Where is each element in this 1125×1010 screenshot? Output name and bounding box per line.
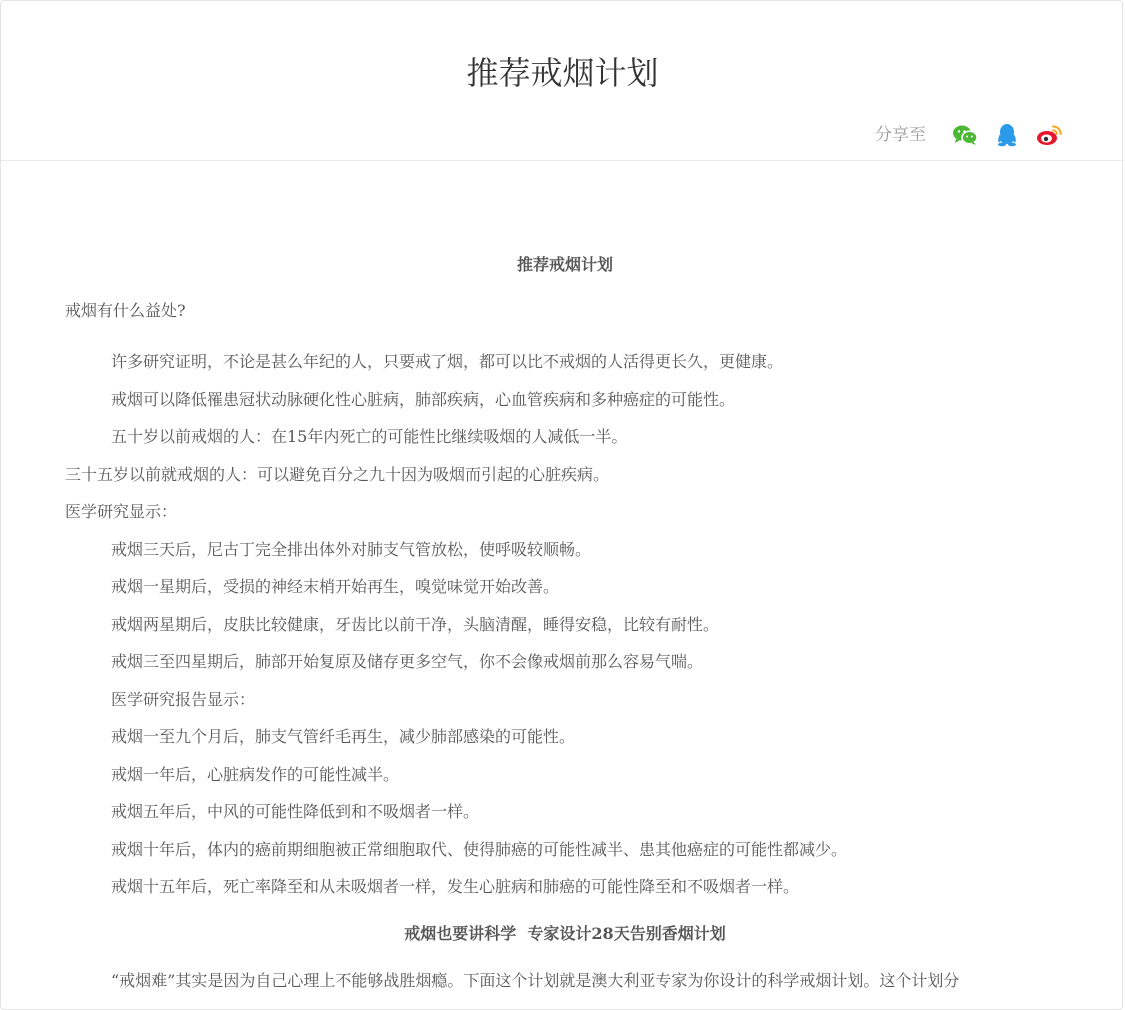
article-header [1, 1, 1124, 161]
research-item: 戒烟一星期后，受损的神经末梢开始再生，嗅觉味觉开始改善。 [111, 577, 560, 596]
section-heading: 戒烟也要讲科学 专家设计28天告别香烟计划 [404, 923, 726, 943]
share-bar [875, 122, 1064, 148]
age-note: 三十五岁以前就戒烟的人：可以避免百分之九十因为吸烟而引起的心脏疾病。 [65, 464, 610, 484]
wechat-icon[interactable] [950, 122, 980, 148]
benefit-paragraph: 许多研究证明，不论是甚么年纪的人，只要戒了烟，都可以比不戒烟的人活得更长久，更健康。 [111, 352, 784, 371]
research-item: 戒烟五年后，中风的可能性降低到和不吸烟者一样。 [111, 802, 480, 821]
research-report-heading: 医学研究报告显示： [111, 689, 256, 709]
research-heading: 医学研究显示： [65, 502, 178, 521]
section-lead: “戒烟难”其实是因为自己心理上不能够战胜烟瘾。下面这个计划就是澳大利亚专家为你设计的科学戒烟计划。这个计划分 [111, 970, 960, 990]
benefit-question: 戒烟有什么益处? [65, 301, 186, 320]
article-heading: 推荐戒烟计划 [516, 255, 613, 274]
research-item: 戒烟两星期后，皮肤比较健康，牙齿比以前干净，头脑清醒，睡得安稳，比较有耐性。 [111, 614, 720, 634]
research-item: 戒烟十五年后，死亡率降至和从未吸烟者一样，发生心脏病和肺癌的可能性降至和不吸烟者一样。 [111, 877, 800, 896]
page-title: 推荐戒烟计划 [466, 54, 659, 92]
research-item: 戒烟三至四星期后，肺部开始复原及储存更多空气，你不会像戒烟前那么容易气喘。 [111, 652, 704, 671]
research-item: 戒烟一年后，心脏病发作的可能性减半。 [111, 764, 400, 784]
qq-icon[interactable] [992, 122, 1022, 148]
research-item: 戒烟三天后，尼古丁完全排出体外对肺支气管放松，使呼吸较顺畅。 [111, 539, 592, 559]
article-body [65, 245, 1065, 999]
benefit-paragraph: 五十岁以前戒烟的人：在15年内死亡的可能性比继续吸烟的人减低一半。 [111, 427, 628, 446]
share-label: 分享至 [875, 125, 926, 145]
benefit-paragraph: 戒烟可以降低罹患冠状动脉硬化性心脏病，肺部疾病，心血管疾病和多种癌症的可能性。 [111, 389, 736, 409]
research-item: 戒烟十年后，体内的癌前期细胞被正常细胞取代、使得肺癌的可能性减半、患其他癌症的可能性都减少。 [111, 839, 848, 859]
weibo-icon[interactable] [1034, 122, 1064, 148]
research-item: 戒烟一至九个月后，肺支气管纤毛再生，减少肺部感染的可能性。 [111, 727, 576, 746]
